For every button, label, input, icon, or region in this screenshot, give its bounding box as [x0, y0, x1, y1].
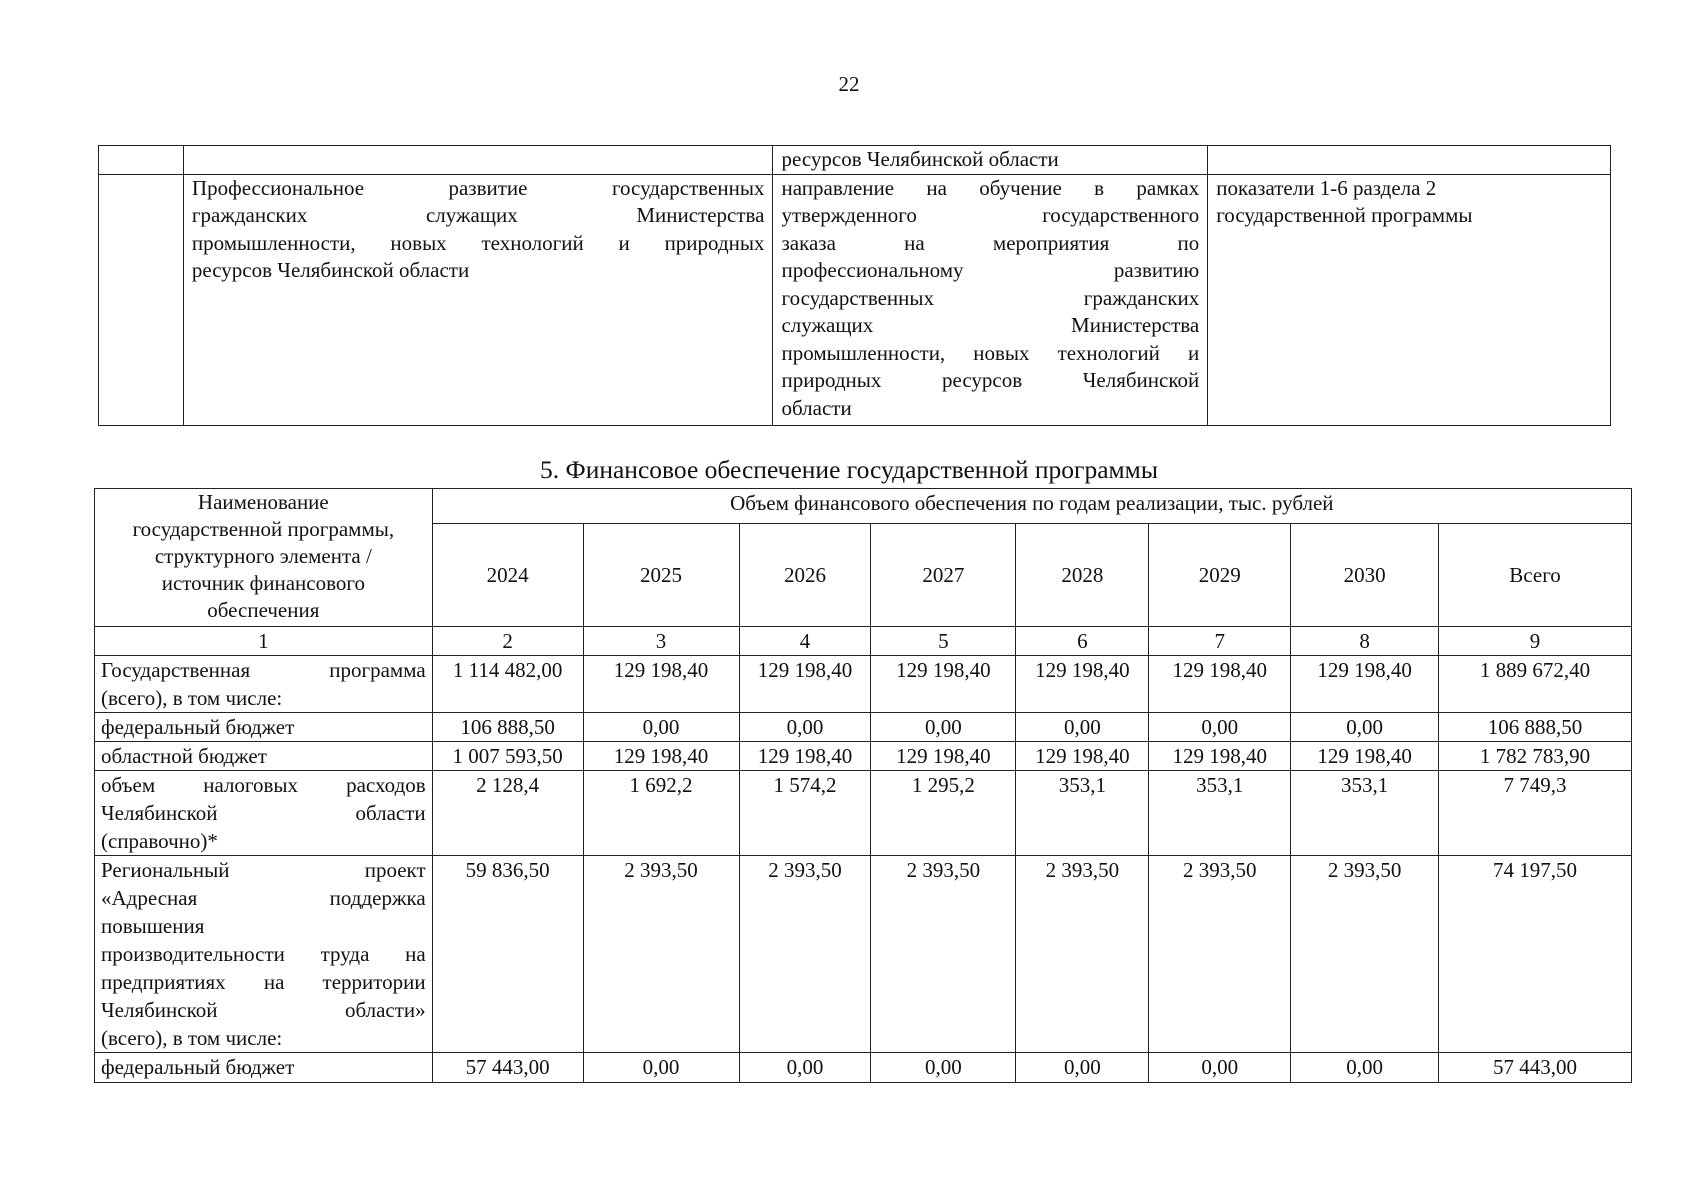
header-line: государственной программы,: [132, 517, 395, 541]
value-cell: 0,00: [583, 1053, 739, 1083]
value-cell: 0,00: [1016, 1053, 1149, 1083]
row-name: [95, 771, 433, 856]
total-cell: 7 749,3: [1439, 771, 1632, 856]
column-number: 4: [739, 627, 871, 656]
row-name: [95, 713, 433, 742]
text-line: (всего), в том числе:: [101, 1026, 283, 1050]
text-line: (справочно)*: [101, 829, 218, 853]
text-line: «Адресная поддержка: [101, 886, 426, 910]
total-cell: 106 888,50: [1439, 713, 1632, 742]
column-number: 6: [1016, 627, 1149, 656]
year-header: 2025: [583, 524, 739, 627]
column-number: 1: [95, 627, 433, 656]
name-column-header: [95, 489, 433, 627]
value-cell: 2 393,50: [739, 856, 871, 1053]
value-cell: 0,00: [1016, 713, 1149, 742]
header-line: источник финансового: [161, 571, 365, 595]
value-cell: 129 198,40: [583, 656, 739, 713]
text-line: Челябинской области»: [101, 998, 426, 1022]
text-line: государственной программы: [1216, 203, 1473, 227]
volume-header: Объем финансового обеспечения по годам реализации, тыс. рублей: [432, 489, 1631, 524]
value-cell: 0,00: [583, 713, 739, 742]
number-cell: [99, 174, 184, 425]
value-cell: 0,00: [871, 1053, 1016, 1083]
year-header: 2026: [739, 524, 871, 627]
text-line: показатели 1-6 раздела 2: [1216, 175, 1437, 200]
total-cell: 1 889 672,40: [1439, 656, 1632, 713]
value-cell: 59 836,50: [432, 856, 583, 1053]
column-number: 7: [1149, 627, 1291, 656]
text-line: государственных гражданских: [781, 285, 1200, 310]
activity-description-cell: [773, 174, 1208, 425]
header-line: структурного элемента /: [154, 544, 372, 568]
activity-row: [99, 174, 1611, 425]
header-line: Наименование: [197, 490, 329, 514]
value-cell: 0,00: [1149, 713, 1291, 742]
value-cell: 129 198,40: [739, 742, 871, 771]
text-line: промышленности, новых технологий и: [781, 340, 1200, 365]
continuation-text: ресурсов Челябинской области: [773, 146, 1208, 175]
text-line: (всего), в том числе:: [101, 686, 283, 710]
activity-name-cell: [183, 174, 773, 425]
text-line: объем налоговых расходов: [101, 773, 426, 797]
total-cell: 57 443,00: [1439, 1053, 1632, 1083]
value-cell: 2 393,50: [1149, 856, 1291, 1053]
table-row: [95, 856, 1632, 1053]
total-header: Всего: [1439, 524, 1632, 627]
text-line: утвержденного государственного: [781, 203, 1200, 227]
text-line: федеральный бюджет: [101, 1055, 295, 1079]
section-title: 5. Финансовое обеспечение государственной программы: [540, 455, 1158, 484]
value-cell: 353,1: [1291, 771, 1439, 856]
indicators-cell: [1208, 146, 1611, 175]
text-line: производительности труда на: [101, 942, 426, 966]
total-cell: 1 782 783,90: [1439, 742, 1632, 771]
number-cell: [99, 146, 184, 175]
continuation-row: [99, 146, 1611, 175]
value-cell: 353,1: [1149, 771, 1291, 856]
column-number: 2: [432, 627, 583, 656]
text-line: ресурсов Челябинской области: [191, 258, 470, 282]
value-cell: 0,00: [739, 1053, 871, 1083]
year-header: 2028: [1016, 524, 1149, 627]
value-cell: 129 198,40: [1016, 656, 1149, 713]
value-cell: 1 007 593,50: [432, 742, 583, 771]
header-row: [95, 489, 1632, 524]
year-header: 2029: [1149, 524, 1291, 627]
row-name: [95, 742, 433, 771]
column-number: 9: [1439, 627, 1632, 656]
column-number-row: [95, 627, 1632, 656]
table-row: [95, 713, 1632, 742]
value-cell: 129 198,40: [1291, 742, 1439, 771]
column-number: 5: [871, 627, 1016, 656]
text-line: Профессиональное развитие государственных: [191, 175, 765, 200]
value-cell: 106 888,50: [432, 713, 583, 742]
value-cell: 2 128,4: [432, 771, 583, 856]
table-row: [95, 1053, 1632, 1083]
activity-indicators-cell: [1208, 174, 1611, 425]
text-line: профессиональному развитию: [781, 258, 1200, 282]
value-cell: 129 198,40: [583, 742, 739, 771]
text-line: природных ресурсов Челябинской: [781, 368, 1200, 392]
table-row: [95, 656, 1632, 713]
table-row: [95, 742, 1632, 771]
activities-continuation-table: [98, 145, 1611, 426]
text-line: Государственная программа: [101, 658, 426, 682]
value-cell: 2 393,50: [1291, 856, 1439, 1053]
text-line: предприятиях на территории: [101, 970, 426, 994]
value-cell: 0,00: [1291, 713, 1439, 742]
value-cell: 353,1: [1016, 771, 1149, 856]
text-line: направление на обучение в рамках: [781, 175, 1200, 200]
value-cell: 129 198,40: [1291, 656, 1439, 713]
text-line: повышения: [101, 914, 205, 938]
column-number: 3: [583, 627, 739, 656]
value-cell: 129 198,40: [871, 656, 1016, 713]
value-cell: 1 692,2: [583, 771, 739, 856]
value-cell: 1 295,2: [871, 771, 1016, 856]
value-cell: 129 198,40: [1149, 742, 1291, 771]
value-cell: 129 198,40: [739, 656, 871, 713]
value-cell: 129 198,40: [1149, 656, 1291, 713]
year-header: 2027: [871, 524, 1016, 627]
value-cell: 2 393,50: [583, 856, 739, 1053]
value-cell: 0,00: [1291, 1053, 1439, 1083]
text-line: заказа на мероприятия по: [781, 230, 1200, 255]
table-row: [95, 771, 1632, 856]
value-cell: 0,00: [871, 713, 1016, 742]
row-name: [95, 1053, 433, 1083]
value-cell: 2 393,50: [1016, 856, 1149, 1053]
text-line: служащих Министерства: [781, 313, 1200, 337]
row-name: [95, 656, 433, 713]
financial-table: [94, 488, 1632, 1083]
value-cell: 129 198,40: [871, 742, 1016, 771]
total-cell: 74 197,50: [1439, 856, 1632, 1053]
value-cell: 1 114 482,00: [432, 656, 583, 713]
text-line: Челябинской области: [101, 801, 426, 825]
text-line: промышленности, новых технологий и природных: [191, 230, 765, 255]
value-cell: 57 443,00: [432, 1053, 583, 1083]
year-header: 2030: [1291, 524, 1439, 627]
year-header: 2024: [432, 524, 583, 627]
text-line: области: [781, 395, 852, 420]
value-cell: 1 574,2: [739, 771, 871, 856]
header-line: обеспечения: [207, 598, 320, 622]
row-name: [95, 856, 433, 1053]
page-number: 22: [838, 72, 860, 96]
name-cell: [183, 146, 773, 175]
value-cell: 0,00: [739, 713, 871, 742]
value-cell: 0,00: [1149, 1053, 1291, 1083]
value-cell: 129 198,40: [1016, 742, 1149, 771]
text-line: Региональный проект: [101, 858, 426, 882]
text-line: гражданских служащих Министерства: [191, 203, 765, 227]
column-number: 8: [1291, 627, 1439, 656]
text-line: федеральный бюджет: [101, 715, 295, 739]
value-cell: 2 393,50: [871, 856, 1016, 1053]
text-line: областной бюджет: [101, 744, 267, 768]
